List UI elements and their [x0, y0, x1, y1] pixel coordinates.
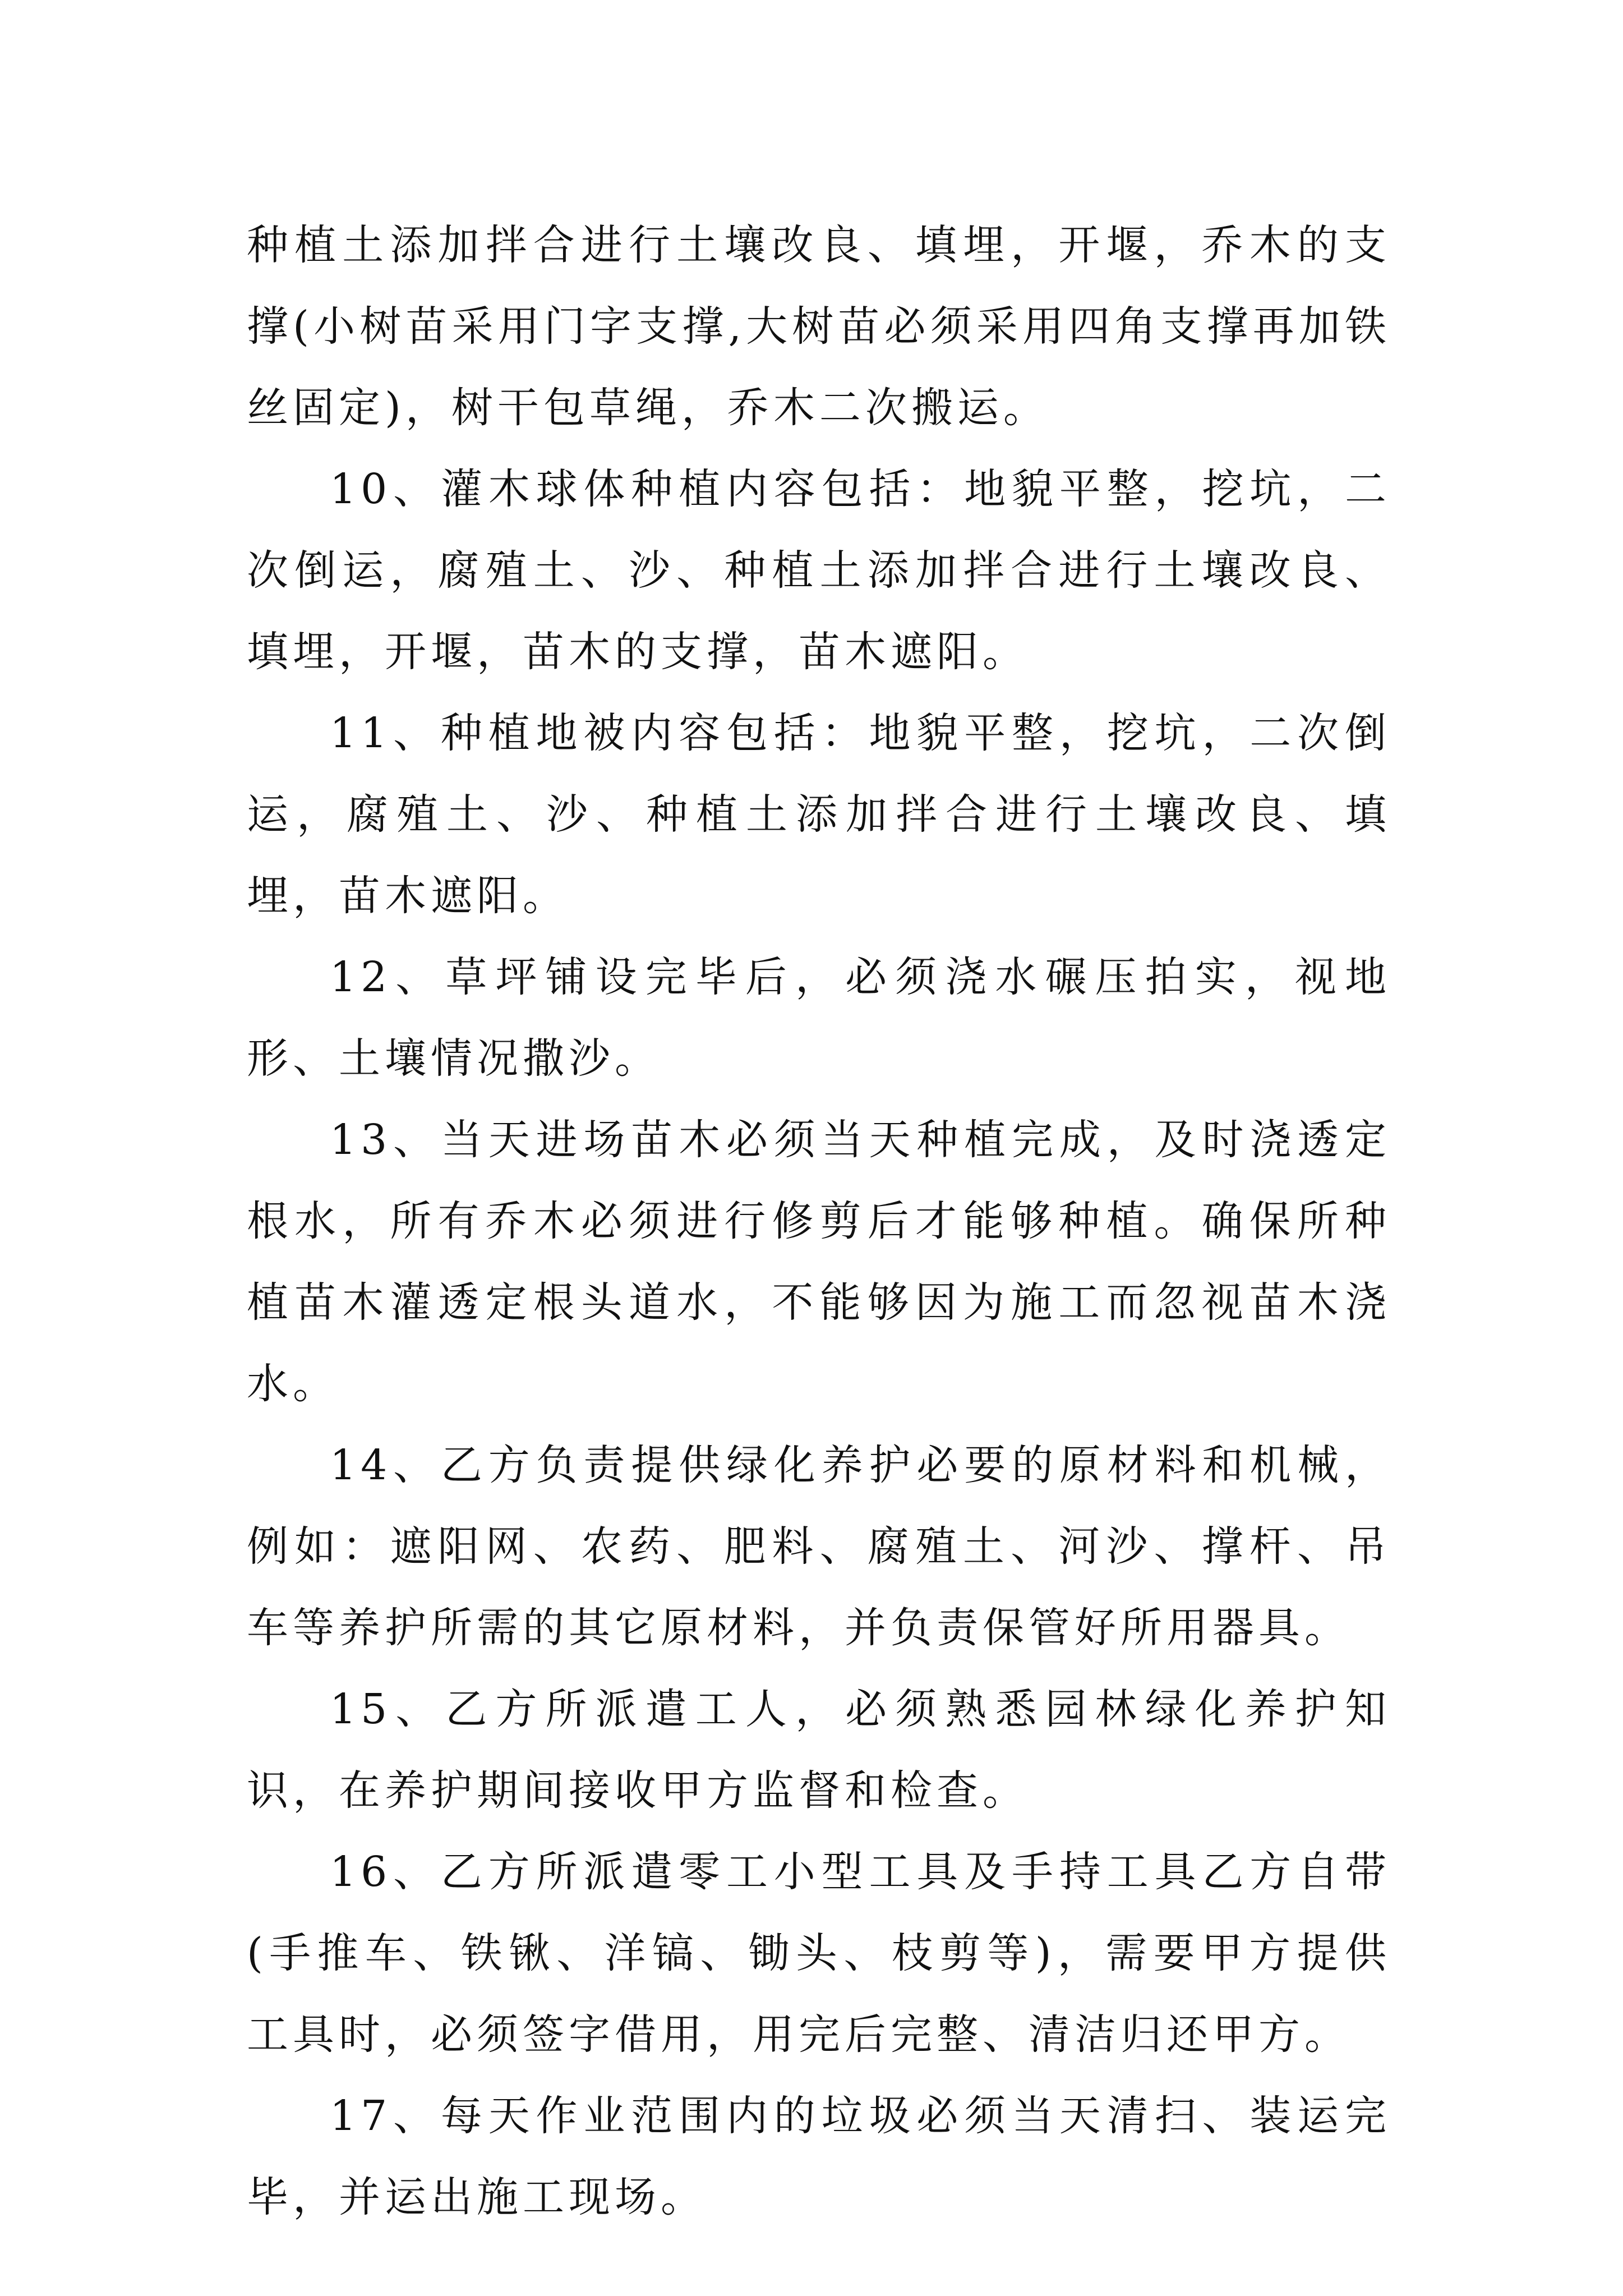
- paragraph-item-11: 11、种植地被内容包括：地貌平整，挖坑，二次倒运，腐殖土、沙、种植土添加拌合进行土壤改良、填埋，苗木遮阳。: [247, 709, 1391, 920]
- paragraph-item-13: 13、当天进场苗木必须当天种植完成，及时浇透定根水，所有乔木必须进行修剪后才能够种植。确保所种植苗木灌透定根头道水，不能够因为施工而忽视苗木浇水。: [247, 1116, 1391, 1408]
- paragraph-item-15: 15、乙方所派遣工人，必须熟悉园林绿化养护知识，在养护期间接收甲方监督和检查。: [247, 1685, 1391, 1815]
- paragraph-item-16: 16、乙方所派遣零工小型工具及手持工具乙方自带(手推车、铁锹、洋镐、锄头、枝剪等)，需要甲方提供工具时，必须签字借用，用完后完整、清洁归还甲方。: [247, 1848, 1391, 2059]
- paragraph-continuation: 种植土添加拌合进行土壤改良、填埋，开堰，乔木的支撑(小树苗采用门字支撑,大树苗必须采用四角支撑再加铁丝固定)，树干包草绳，乔木二次搬运。: [247, 221, 1391, 432]
- paragraph-item-14: 14、乙方负责提供绿化养护必要的原材料和机械，例如：遮阳网、农药、肥料、腐殖土、河沙、撑杆、吊车等养护所需的其它原材料，并负责保管好所用器具。: [247, 1441, 1391, 1652]
- paragraph-item-10: 10、灌木球体种植内容包括：地貌平整，挖坑，二次倒运，腐殖土、沙、种植土添加拌合进行土壤改良、填埋，开堰，苗木的支撑，苗木遮阳。: [247, 465, 1391, 676]
- paragraph-item-17: 17、每天作业范围内的垃圾必须当天清扫、装运完毕，并运出施工现场。: [247, 2092, 1391, 2221]
- paragraph-item-12: 12、草坪铺设完毕后，必须浇水碾压拍实，视地形、土壤情况撒沙。: [247, 953, 1391, 1083]
- document-body: [247, 205, 1391, 2238]
